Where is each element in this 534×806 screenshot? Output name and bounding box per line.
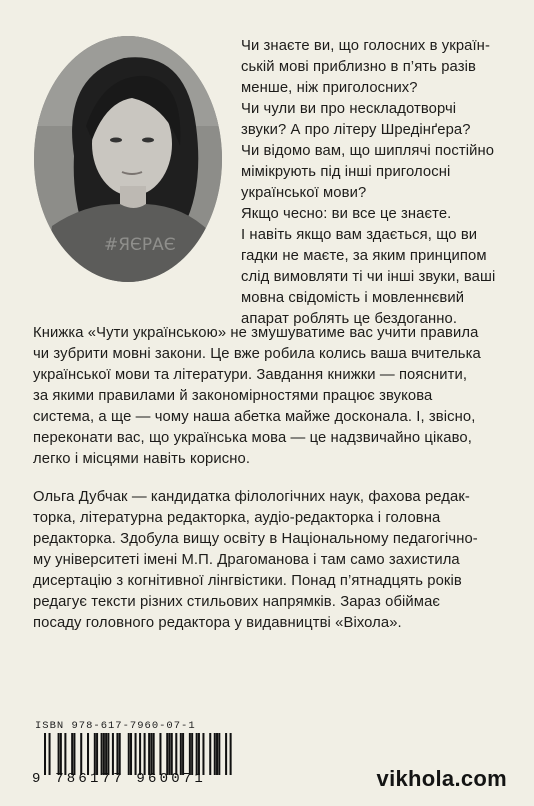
barcode-bar xyxy=(60,733,62,775)
isbn-barcode xyxy=(32,733,238,787)
bio-line: Ольга Дубчак — кандидатка філологічних наук, фахова редак- xyxy=(33,489,470,505)
barcode-bar xyxy=(80,733,82,775)
author-photo xyxy=(34,36,222,282)
intro-line: Чи відомо вам, що шиплячі постійно xyxy=(241,143,495,159)
barcode-bar xyxy=(58,733,60,775)
intro-line: звуки? А про літеру Шредінґера? xyxy=(241,122,471,138)
barcode-bar xyxy=(168,733,170,775)
barcode-bar xyxy=(175,733,177,775)
bio-line: му університеті імені М.П. Драгоманова і там само захистила xyxy=(33,552,460,568)
shirt-print: #ЯЄРАЄ xyxy=(104,235,176,255)
barcode-bar xyxy=(101,733,103,775)
barcode-bar xyxy=(64,733,66,775)
barcode-bar xyxy=(148,733,150,775)
isbn-label: ISBN 978-617-7960-07-1 xyxy=(35,720,196,732)
description-line: переконати вас, що українська мова — це надзвичайно цікаво, xyxy=(33,430,472,446)
barcode-bar xyxy=(73,733,75,775)
intro-line: слід вимовляти ті чи інші звуки, ваші xyxy=(241,269,496,285)
barcode-bar xyxy=(71,733,73,775)
description-line: система, а ще — чому наша абетка майже досконала. І, звісно, xyxy=(33,409,476,425)
barcode-bar xyxy=(159,733,161,775)
bio-line: редагує тексти різних стильових напрямків. Зараз обіймає xyxy=(33,594,441,610)
bio-line: дисертацію з когнітивної лінгвістики. Понад п’ятнадцять років xyxy=(33,573,462,589)
barcode-bars xyxy=(44,733,236,775)
intro-line: ській мові приблизно в п’ять разів xyxy=(241,59,476,75)
bio-line: торка, літературна редакторка, аудіо-редакторка і головна xyxy=(33,510,441,526)
barcode-bar xyxy=(218,733,220,775)
barcode-bar xyxy=(112,733,114,775)
description-line: Книжка «Чути українською» не змушуватиме вас учити правила xyxy=(33,325,479,341)
barcode-bar xyxy=(202,733,204,775)
bio-line: посаду головного редактора у видавництві «Віхола». xyxy=(33,615,402,631)
intro-line: гадки не маєте, за яким принципом xyxy=(241,248,487,264)
book-description xyxy=(33,323,513,470)
barcode-bar xyxy=(171,733,173,775)
barcode-bar xyxy=(94,733,96,775)
intro-line: І навіть якщо вам здається, що ви xyxy=(241,227,478,243)
barcode-bar xyxy=(225,733,227,775)
intro-text xyxy=(241,36,526,330)
barcode-bar xyxy=(209,733,211,775)
barcode-bar xyxy=(216,733,218,775)
barcode-bar xyxy=(189,733,191,775)
intro-line: Чи знаєте ви, що голосних в україн- xyxy=(241,38,490,54)
description-line: чи зубрити мовні закони. Це вже робила колись ваша вчителька xyxy=(33,346,481,362)
bio-line: редакторка. Здобула вищу освіту в Національному педагогічно- xyxy=(33,531,478,547)
intro-line: Якщо чесно: ви все це знаєте. xyxy=(241,206,452,222)
intro-line: мімікрують під інші приголосні xyxy=(241,164,451,180)
barcode-bar xyxy=(180,733,182,775)
barcode-bar xyxy=(150,733,152,775)
barcode-bar xyxy=(49,733,51,775)
barcode-bar xyxy=(198,733,200,775)
barcode-bar xyxy=(44,733,46,775)
barcode-bar xyxy=(116,733,118,775)
intro-line: української мови? xyxy=(241,185,367,201)
barcode-bar xyxy=(135,733,137,775)
intro-line: мовна свідомість і мовленнєвий xyxy=(241,290,465,306)
barcode-bar xyxy=(87,733,89,775)
barcode-bar xyxy=(119,733,121,775)
description-line: української мови та літератури. Завдання книжки — пояснити, xyxy=(33,367,468,383)
barcode-bar xyxy=(191,733,193,775)
barcode-bar xyxy=(230,733,232,775)
barcode-bar xyxy=(139,733,141,775)
barcode-bar xyxy=(128,733,130,775)
intro-line: Чи чули ви про нескладотворчі xyxy=(241,101,457,117)
barcode-bar xyxy=(144,733,146,775)
barcode-bar xyxy=(105,733,107,775)
intro-line: апарат роблять це бездоганно. xyxy=(241,311,458,327)
barcode-bar xyxy=(196,733,198,775)
barcode-bar xyxy=(103,733,105,775)
barcode-bar xyxy=(166,733,168,775)
publisher-website[interactable]: vikhola.com xyxy=(376,766,507,791)
barcode-bar xyxy=(214,733,216,775)
barcode-bar xyxy=(153,733,155,775)
intro-line: менше, ніж приголосних? xyxy=(241,80,418,96)
description-line: легко і місцями навіть корисно. xyxy=(33,451,251,467)
description-line: за якими правилами й закономірностями працює звукова xyxy=(33,388,433,404)
barcode-digits: 9 786177 960071 xyxy=(32,771,207,787)
barcode-bar xyxy=(96,733,98,775)
barcode-bar xyxy=(130,733,132,775)
author-bio xyxy=(33,487,513,634)
barcode-bar xyxy=(182,733,184,775)
barcode-bar xyxy=(107,733,109,775)
